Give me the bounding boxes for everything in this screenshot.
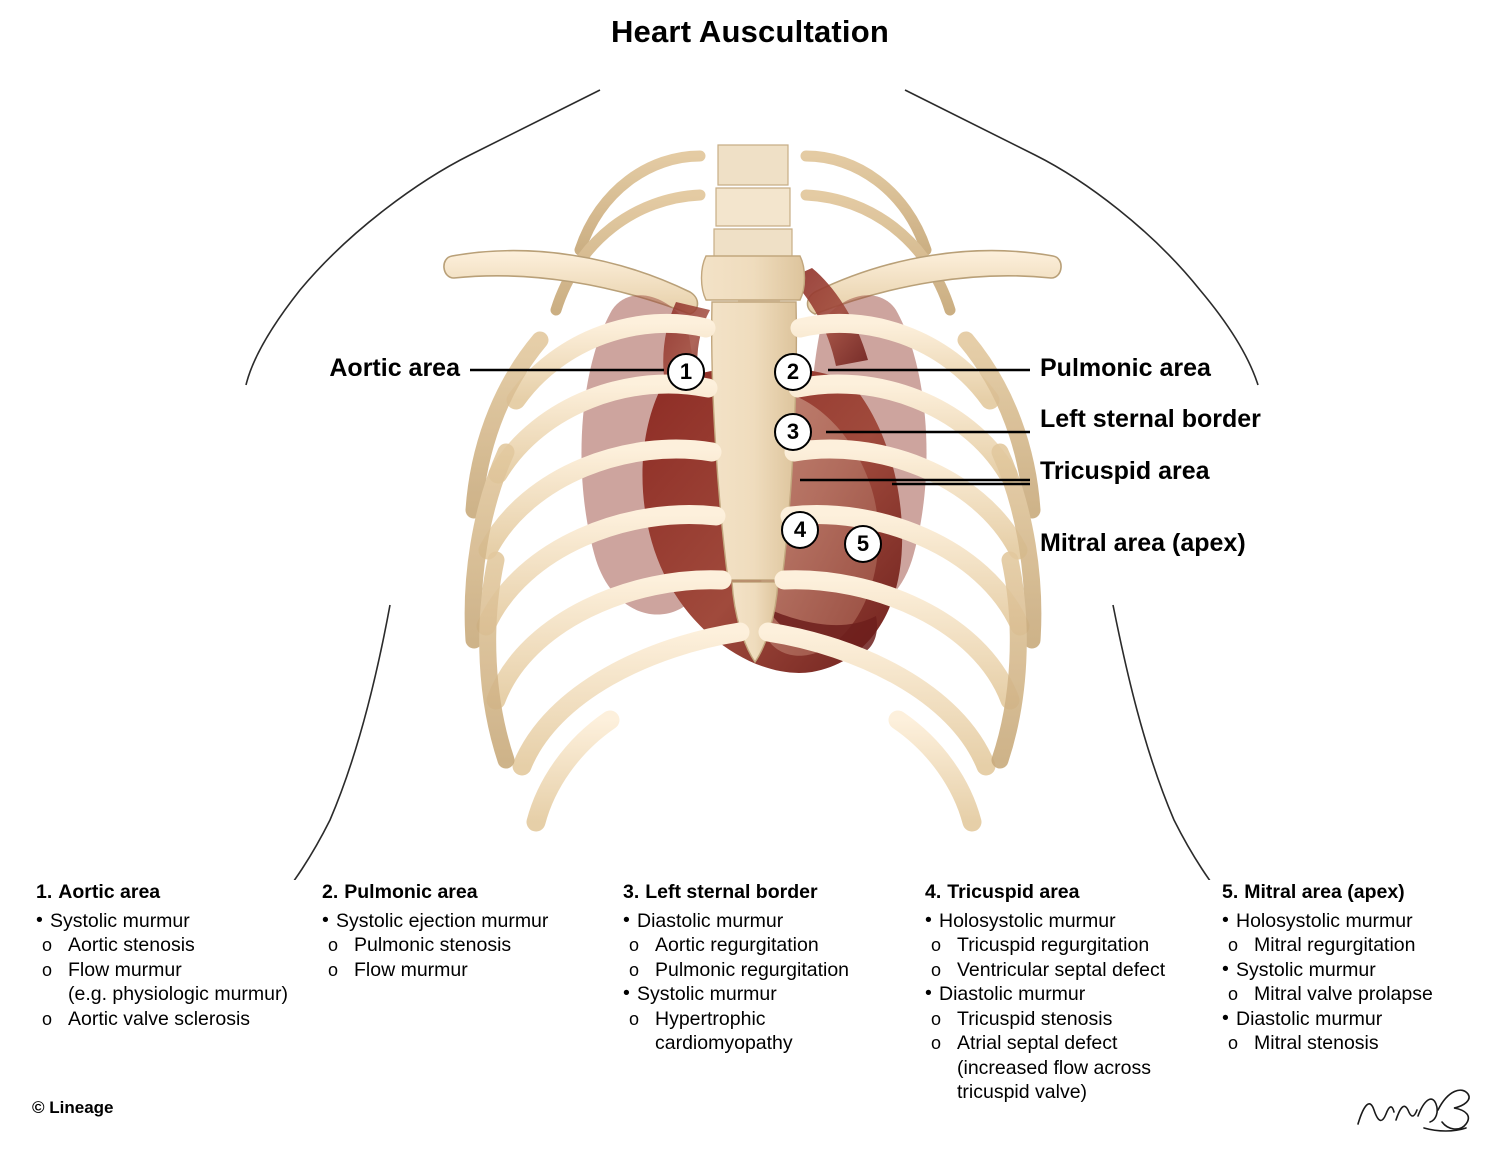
- list-item: (e.g. physiologic murmur): [68, 983, 288, 1005]
- list-item: o Pulmonic regurgitation: [623, 958, 923, 983]
- legend-title: Pulmonic area: [344, 881, 478, 903]
- marker-3-left-sternal-border[interactable]: 3: [774, 413, 812, 451]
- list-item: • Diastolic murmur: [925, 982, 1225, 1007]
- list-item: o Hypertrophic: [623, 1007, 923, 1032]
- marker-4-tricuspid-area[interactable]: 4: [781, 511, 819, 549]
- list-item: o Aortic stenosis: [36, 933, 316, 958]
- legend-heading: [1222, 880, 1500, 905]
- list-item: o Aortic valve sclerosis: [36, 1007, 316, 1032]
- artist-signature: [1354, 1080, 1474, 1142]
- legend-title: Tricuspid area: [947, 881, 1080, 903]
- callout-label-aortic-area: Aortic area: [329, 354, 460, 382]
- legend-items: [925, 909, 1225, 1105]
- legend-heading: [623, 880, 923, 905]
- legend-column-aortic: [36, 880, 316, 1031]
- list-item: • Holosystolic murmur: [925, 909, 1225, 934]
- legend-number: 3.: [623, 881, 640, 903]
- marker-2-pulmonic-area[interactable]: 2: [774, 353, 812, 391]
- legend-title: Aortic area: [58, 881, 161, 903]
- list-item: o Flow murmur: [36, 958, 316, 983]
- legend-title: Left sternal border: [645, 881, 818, 903]
- copyright-notice: © Lineage: [32, 1098, 114, 1117]
- legend-number: 5.: [1222, 881, 1239, 903]
- marker-5-mitral-area[interactable]: 5: [844, 525, 882, 563]
- callout-label-pulmonic-area: Pulmonic area: [1040, 354, 1211, 382]
- list-item: • Systolic murmur: [1222, 958, 1500, 983]
- list-item: tricuspid valve): [957, 1081, 1088, 1103]
- legend-column-pulmonic: [322, 880, 612, 982]
- legend-number: 1.: [36, 881, 53, 903]
- list-item: • Systolic ejection murmur: [322, 909, 612, 934]
- list-item: o Tricuspid stenosis: [925, 1007, 1225, 1032]
- legend-heading: [322, 880, 612, 905]
- legend-column-mitral: [1222, 880, 1500, 1056]
- spine: [714, 145, 792, 265]
- list-item: o Atrial septal defect: [925, 1031, 1225, 1056]
- list-item: o Mitral stenosis: [1222, 1031, 1500, 1056]
- legend-items: [36, 909, 316, 1032]
- callout-label-tricuspid-area: Tricuspid area: [1040, 457, 1210, 485]
- legend-title: Mitral area (apex): [1244, 881, 1405, 903]
- legend-items: [623, 909, 923, 1056]
- list-item: o Mitral regurgitation: [1222, 933, 1500, 958]
- list-item: (increased flow across: [957, 1056, 1151, 1079]
- list-item: o Pulmonic stenosis: [322, 933, 612, 958]
- legend-items: [1222, 909, 1500, 1056]
- list-item: o Aortic regurgitation: [623, 933, 923, 958]
- callout-label-mitral-area: Mitral area (apex): [1040, 529, 1246, 557]
- legend-column-left-sternal-border: [623, 880, 923, 1056]
- murmur-legend: [0, 880, 1500, 1130]
- list-item: • Diastolic murmur: [623, 909, 923, 934]
- list-item: o Tricuspid regurgitation: [925, 933, 1225, 958]
- legend-items: [322, 909, 612, 983]
- list-item: o Mitral valve prolapse: [1222, 982, 1500, 1007]
- list-item: • Systolic murmur: [36, 909, 316, 934]
- list-item: cardiomyopathy: [655, 1032, 793, 1054]
- callout-label-left-sternal-border: Left sternal border: [1040, 405, 1261, 433]
- legend-heading: [36, 880, 316, 905]
- anatomy-figure: [0, 60, 1500, 880]
- list-item: • Diastolic murmur: [1222, 1007, 1500, 1032]
- marker-1-aortic-area[interactable]: 1: [667, 353, 705, 391]
- legend-heading: [925, 880, 1225, 905]
- list-item: o Flow murmur: [322, 958, 612, 983]
- legend-column-tricuspid: [925, 880, 1225, 1105]
- page-title: Heart Auscultation: [610, 14, 890, 49]
- thorax-illustration: [0, 60, 1500, 880]
- legend-number: 2.: [322, 881, 339, 903]
- list-item: o Ventricular septal defect: [925, 958, 1225, 983]
- legend-number: 4.: [925, 881, 942, 903]
- list-item: • Holosystolic murmur: [1222, 909, 1500, 934]
- list-item: • Systolic murmur: [623, 982, 923, 1007]
